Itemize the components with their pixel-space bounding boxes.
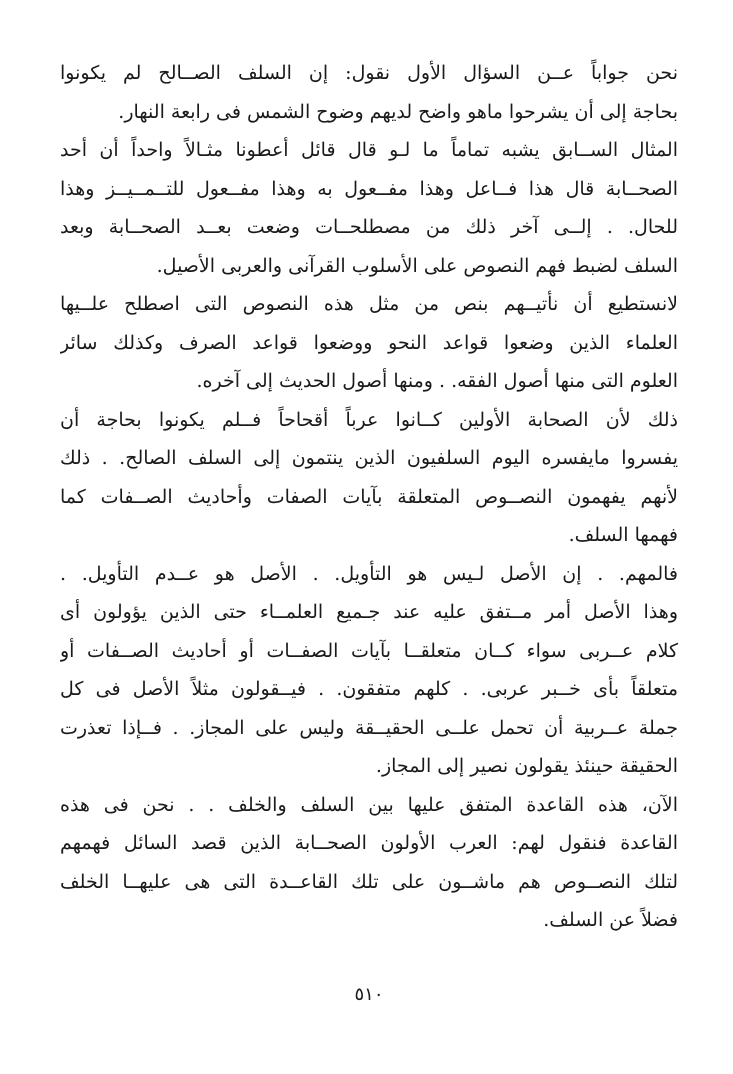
text-line: متعلقاً بأى خــبر عربى. . كلهم متفقون. . فيــقولون مثلاً الأصل فى كل bbox=[60, 678, 678, 700]
text-line: الصحــابة قال هذا فــاعل وهذا مفــعول به وهذا مفــعول للتــمــيــز وهذا bbox=[60, 177, 678, 200]
text-line: فضلاً عن السلف. bbox=[543, 909, 678, 931]
document-page bbox=[60, 54, 678, 1054]
text-line: القاعدة فنقول لهم: العرب الأولون الصحــابة الذين قصد السائل فهمهم bbox=[60, 832, 678, 854]
text-line: المثال الســابق يشبه تماماً ما لـو قال قائل أعطونا مثـالاً واحداً أن أحد bbox=[60, 139, 678, 161]
text-line: الآن، هذه القاعدة المتفق عليها بين السلف والخلف . . نحن فى هذه bbox=[60, 793, 678, 816]
text-line: فهمها السلف. bbox=[568, 524, 678, 546]
text-line: كلام عــربى سواء كــان متعلقــا بآيات الصفــات أو أحاديث الصــفات أو bbox=[60, 639, 678, 662]
body-text bbox=[60, 54, 678, 974]
text-line: العلوم التى منها أصول الفقه. . ومنها أصول الحديث إلى آخره. bbox=[196, 370, 678, 392]
page-number: ٥١٠ bbox=[354, 984, 384, 1005]
text-line: نحن جواباً عــن السؤال الأول نقول: إن السلف الصــالح لم يكونوا bbox=[60, 62, 678, 84]
text-line: السلف لضبط فهم النصوص على الأسلوب القرآنى والعربى الأصيل. bbox=[156, 254, 678, 277]
text-line: لتلك النصــوص هم ماشــون على تلك القاعــدة التى هى عليهــا الخلف bbox=[60, 870, 678, 893]
text-line: بحاجة إلى أن يشرحوا ماهو واضح لديهم وضوح الشمس فى رابعة النهار. bbox=[118, 100, 678, 123]
text-line: لأنهم يفهمون النصــوص المتعلقة بآيات الصفات وأحاديث الصــفات كما bbox=[60, 485, 678, 508]
text-line: فالمهم. . إن الأصل لـيس هو التأويل. . الأصل هو عــدم التأويل. . bbox=[60, 562, 678, 585]
text-line: الحقيقة حينئذ يقولون نصير إلى المجاز. bbox=[375, 755, 678, 777]
text-line: وهذا الأصل أمر مــتفق عليه عند جـميع العلمــاء حتى الذين يؤولون أى bbox=[60, 601, 678, 623]
text-line: جملة عــربية أن تحمل علــى الحقيــقة وليس على المجاز. . فــإذا تعذرت bbox=[60, 716, 678, 739]
text-line: لانستطيع أن نأتيــهم بنص من مثل هذه النصوص التى اصطلح علــيها bbox=[60, 293, 678, 315]
text-line: يفسروا مايفسره اليوم السلفيون الذين ينتمون إلى السلف الصالح. . ذلك bbox=[60, 447, 678, 469]
text-line: للحال. . إلــى آخر ذلك من مصطلحــات وضعت بعــد الصحــابة وبعد bbox=[60, 216, 678, 238]
text-line: ذلك لأن الصحابة الأولين كــانوا عرباً أقحاحاً فــلم يكونوا بحاجة أن bbox=[60, 408, 678, 431]
text-line: العلماء الذين وضعوا قواعد النحو ووضعوا قواعد الصرف وكذلك سائر bbox=[60, 331, 678, 354]
